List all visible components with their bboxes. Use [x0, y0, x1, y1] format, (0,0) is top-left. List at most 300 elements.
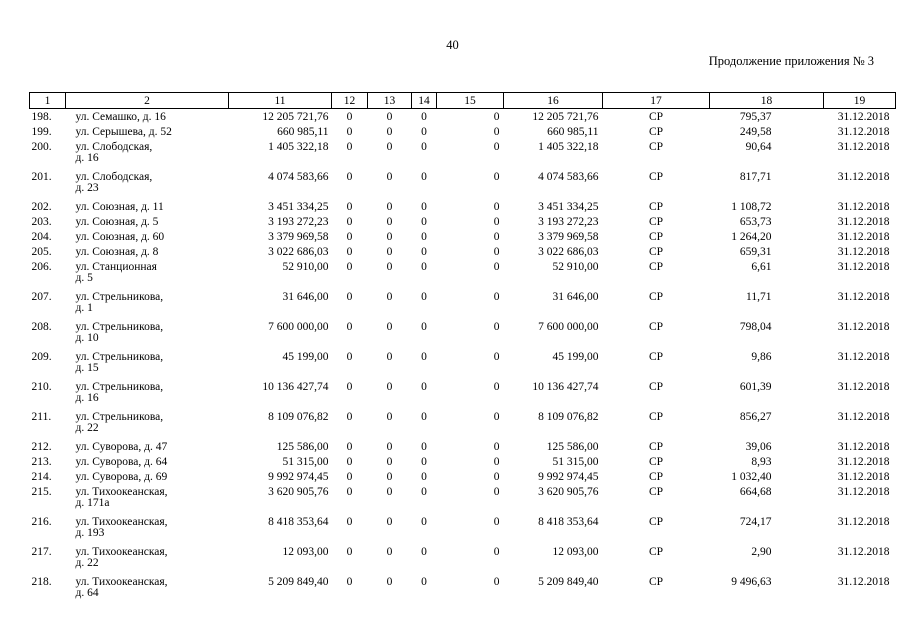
- address-line: д. 171а: [75, 496, 110, 509]
- area-cell: 6,61: [751, 260, 772, 273]
- address-cell: [66, 379, 229, 409]
- source-code-cell: СР: [648, 485, 664, 498]
- address-line: д. 64: [75, 586, 99, 599]
- address-line: ул. Союзная, д. 8: [75, 245, 159, 258]
- address-line: ул. Тихоокеанская,: [75, 485, 168, 498]
- area-cell: 1 032,40: [731, 470, 772, 483]
- date-cell: 31.12.2018: [837, 230, 890, 243]
- address-cell: [66, 514, 229, 544]
- table-row: [30, 349, 896, 379]
- amount-total-cell: 52 910,00: [282, 260, 329, 273]
- row-number-cell: 212.: [31, 440, 52, 453]
- address-cell: [66, 574, 229, 604]
- row-number-cell: 209.: [31, 350, 52, 363]
- address-line: д. 16: [75, 391, 99, 404]
- col12-cell: 0: [346, 440, 353, 453]
- col15-cell: 0: [493, 410, 500, 423]
- row-number-cell: 206.: [31, 260, 52, 273]
- table-row: [30, 484, 896, 514]
- table-row: [30, 109, 896, 124]
- date-cell: 31.12.2018: [837, 290, 890, 303]
- col14-cell: 0: [421, 350, 427, 363]
- amount-total-cell: 3 451 334,25: [268, 200, 329, 213]
- address-cell: [66, 199, 229, 214]
- col15-cell: 0: [493, 111, 500, 123]
- col14-cell: 0: [421, 470, 427, 483]
- amount-total-cell: 3 022 686,03: [268, 245, 329, 258]
- address-cell: [66, 319, 229, 349]
- address-line: ул. Стрельникова,: [75, 320, 164, 333]
- table-row: [30, 574, 896, 604]
- table-row: [30, 124, 896, 139]
- col15-cell: 0: [493, 350, 500, 363]
- date-cell: 31.12.2018: [837, 350, 890, 363]
- amount-cell: 12 205 721,76: [532, 111, 599, 123]
- area-cell: 724,17: [739, 515, 772, 528]
- area-cell: 2,90: [751, 545, 772, 558]
- source-code-cell: СР: [648, 320, 664, 333]
- column-header: 2: [66, 93, 229, 109]
- table-row: [30, 289, 896, 319]
- amount-cell: 7 600 000,00: [538, 320, 599, 333]
- amount-cell: 10 136 427,74: [532, 380, 599, 393]
- table-row: [30, 214, 896, 229]
- col12-cell: 0: [346, 575, 353, 588]
- col15-cell: 0: [493, 230, 500, 243]
- amount-total-cell: 3 193 272,23: [268, 215, 329, 228]
- col13-cell: 0: [386, 140, 393, 153]
- date-cell: 31.12.2018: [837, 140, 890, 153]
- amount-total-cell: 5 209 849,40: [268, 575, 329, 588]
- table-row: [30, 229, 896, 244]
- row-number-cell: 208.: [31, 320, 52, 333]
- source-code-cell: СР: [648, 260, 664, 273]
- address-line: ул. Тихоокеанская,: [75, 575, 168, 588]
- address-line: д. 5: [75, 271, 93, 284]
- col12-cell: 0: [346, 515, 353, 528]
- amount-total-cell: 10 136 427,74: [262, 380, 329, 393]
- source-code-cell: СР: [648, 170, 664, 183]
- address-line: д. 1: [75, 301, 93, 314]
- table-row: [30, 469, 896, 484]
- amount-cell: 52 910,00: [552, 260, 599, 273]
- amount-cell: 3 620 905,76: [538, 485, 599, 498]
- date-cell: 31.12.2018: [837, 245, 890, 258]
- row-number-cell: 201.: [31, 170, 52, 183]
- address-line: д. 23: [75, 181, 99, 194]
- row-number-cell: 205.: [31, 245, 52, 258]
- col15-cell: 0: [493, 440, 500, 453]
- address-cell: [66, 214, 229, 229]
- col15-cell: 0: [493, 455, 500, 468]
- area-cell: 659,31: [739, 245, 772, 258]
- address-line: ул. Союзная, д. 11: [75, 200, 164, 213]
- amount-cell: 9 992 974,45: [538, 470, 599, 483]
- table-row: [30, 544, 896, 574]
- date-cell: 31.12.2018: [837, 440, 890, 453]
- address-line: ул. Союзная, д. 60: [75, 230, 165, 243]
- col12-cell: 0: [346, 170, 353, 183]
- date-cell: 31.12.2018: [837, 575, 890, 588]
- row-number-cell: 207.: [31, 290, 52, 303]
- col14-cell: 0: [421, 200, 427, 213]
- date-cell: 31.12.2018: [837, 545, 890, 558]
- col14-cell: 0: [421, 170, 427, 183]
- amount-cell: 660 985,11: [547, 125, 599, 138]
- address-line: д. 15: [75, 361, 99, 374]
- area-cell: 9 496,63: [731, 575, 772, 588]
- address-line: ул. Слободская,: [75, 140, 153, 153]
- table-row: [30, 199, 896, 214]
- area-cell: 9,86: [751, 350, 772, 363]
- table-row: [30, 409, 896, 439]
- date-cell: 31.12.2018: [837, 455, 890, 468]
- source-code-cell: СР: [648, 575, 664, 588]
- amount-cell: 45 199,00: [552, 350, 599, 363]
- date-cell: 31.12.2018: [837, 260, 890, 273]
- col14-cell: 0: [421, 380, 427, 393]
- col15-cell: 0: [493, 140, 500, 153]
- date-cell: 31.12.2018: [837, 111, 890, 123]
- col14-cell: 0: [421, 410, 427, 423]
- header-row: [30, 93, 896, 109]
- address-cell: [66, 439, 229, 454]
- col14-cell: 0: [421, 320, 427, 333]
- col12-cell: 0: [346, 140, 353, 153]
- row-number-cell: 204.: [31, 230, 52, 243]
- table-row: [30, 379, 896, 409]
- amount-total-cell: 45 199,00: [282, 350, 329, 363]
- date-cell: 31.12.2018: [837, 320, 890, 333]
- source-code-cell: СР: [648, 515, 664, 528]
- col13-cell: 0: [386, 440, 393, 453]
- row-number-cell: 198.: [31, 111, 52, 123]
- address-line: д. 22: [75, 421, 99, 434]
- col13-cell: 0: [386, 515, 393, 528]
- source-code-cell: СР: [648, 245, 664, 258]
- area-cell: 1 108,72: [731, 200, 772, 213]
- address-cell: [66, 484, 229, 514]
- address-cell: [66, 244, 229, 259]
- col13-cell: 0: [386, 111, 393, 123]
- col13-cell: 0: [386, 260, 393, 273]
- row-number-cell: 203.: [31, 215, 52, 228]
- column-header: 13: [368, 93, 412, 109]
- col14-cell: 0: [421, 485, 427, 498]
- amount-cell: 125 586,00: [546, 440, 599, 453]
- col12-cell: 0: [346, 245, 353, 258]
- area-cell: 795,37: [739, 111, 772, 123]
- column-header: 16: [504, 93, 603, 109]
- col12-cell: 0: [346, 260, 353, 273]
- column-header: 18: [710, 93, 824, 109]
- table-row: [30, 139, 896, 169]
- col13-cell: 0: [386, 170, 393, 183]
- col12-cell: 0: [346, 455, 353, 468]
- address-line: ул. Станционная: [75, 260, 157, 273]
- amount-total-cell: 660 985,11: [277, 125, 329, 138]
- area-cell: 1 264,20: [731, 230, 772, 243]
- col13-cell: 0: [386, 125, 393, 138]
- address-cell: [66, 229, 229, 244]
- amount-cell: 1 405 322,18: [538, 140, 599, 153]
- col15-cell: 0: [493, 545, 500, 558]
- date-cell: 31.12.2018: [837, 410, 890, 423]
- date-cell: 31.12.2018: [837, 170, 890, 183]
- col12-cell: 0: [346, 320, 353, 333]
- col12-cell: 0: [346, 350, 353, 363]
- col14-cell: 0: [421, 290, 427, 303]
- amount-total-cell: 9 992 974,45: [268, 470, 329, 483]
- area-cell: 249,58: [739, 125, 772, 138]
- source-code-cell: СР: [648, 290, 664, 303]
- table-row: [30, 259, 896, 289]
- address-line: ул. Суворова, д. 69: [75, 470, 168, 483]
- col15-cell: 0: [493, 290, 500, 303]
- column-header: 11: [229, 93, 332, 109]
- col14-cell: 0: [421, 140, 427, 153]
- table-row: [30, 169, 896, 199]
- col15-cell: 0: [493, 215, 500, 228]
- source-code-cell: СР: [648, 350, 664, 363]
- amount-total-cell: 12 205 721,76: [262, 111, 329, 123]
- amount-cell: 31 646,00: [552, 290, 599, 303]
- amount-cell: 8 418 353,64: [538, 515, 599, 528]
- col12-cell: 0: [346, 125, 353, 138]
- table-body: [30, 109, 896, 604]
- address-line: ул. Серышева, д. 52: [75, 125, 172, 138]
- address-line: ул. Стрельникова,: [75, 350, 164, 363]
- col13-cell: 0: [386, 350, 393, 363]
- address-line: ул. Слободская,: [75, 170, 153, 183]
- address-cell: [66, 544, 229, 574]
- col15-cell: 0: [493, 320, 500, 333]
- amount-total-cell: 3 379 969,58: [268, 230, 329, 243]
- address-line: д. 16: [75, 151, 99, 164]
- col12-cell: 0: [346, 410, 353, 423]
- table-row: [30, 244, 896, 259]
- amount-cell: 3 022 686,03: [538, 245, 599, 258]
- col14-cell: 0: [421, 455, 427, 468]
- col12-cell: 0: [346, 485, 353, 498]
- page-number: 40: [446, 38, 459, 52]
- source-code-cell: СР: [648, 440, 664, 453]
- row-number-cell: 211.: [31, 410, 52, 423]
- table-row: [30, 514, 896, 544]
- col15-cell: 0: [493, 485, 500, 498]
- data-table: [29, 92, 896, 604]
- date-cell: 31.12.2018: [837, 125, 890, 138]
- col14-cell: 0: [421, 125, 427, 138]
- col13-cell: 0: [386, 470, 393, 483]
- amount-total-cell: 8 418 353,64: [268, 515, 329, 528]
- col15-cell: 0: [493, 515, 500, 528]
- row-number-cell: 216.: [31, 515, 52, 528]
- address-cell: [66, 109, 229, 124]
- area-cell: 39,06: [745, 440, 772, 453]
- amount-cell: 3 451 334,25: [538, 200, 599, 213]
- col15-cell: 0: [493, 380, 500, 393]
- column-header: 12: [332, 93, 368, 109]
- source-code-cell: СР: [648, 455, 664, 468]
- amount-cell: 12 093,00: [552, 545, 599, 558]
- amount-total-cell: 4 074 583,66: [268, 170, 329, 183]
- address-cell: [66, 124, 229, 139]
- date-cell: 31.12.2018: [837, 470, 890, 483]
- amount-total-cell: 3 620 905,76: [268, 485, 329, 498]
- col15-cell: 0: [493, 245, 500, 258]
- col15-cell: 0: [493, 260, 500, 273]
- address-line: д. 193: [75, 526, 105, 539]
- col13-cell: 0: [386, 245, 393, 258]
- col15-cell: 0: [493, 170, 500, 183]
- col13-cell: 0: [386, 485, 393, 498]
- col12-cell: 0: [346, 545, 353, 558]
- amount-total-cell: 125 586,00: [276, 440, 329, 453]
- column-header: 14: [412, 93, 437, 109]
- col14-cell: 0: [421, 545, 427, 558]
- col14-cell: 0: [421, 260, 427, 273]
- col13-cell: 0: [386, 380, 393, 393]
- continuation-heading: Продолжение приложения № 3: [708, 54, 874, 68]
- area-cell: 856,27: [739, 410, 772, 423]
- address-line: ул. Стрельникова,: [75, 380, 164, 393]
- date-cell: 31.12.2018: [837, 485, 890, 498]
- date-cell: 31.12.2018: [837, 200, 890, 213]
- source-code-cell: СР: [648, 230, 664, 243]
- column-header: 19: [824, 93, 896, 109]
- row-number-cell: 210.: [31, 380, 52, 393]
- address-cell: [66, 169, 229, 199]
- col13-cell: 0: [386, 290, 393, 303]
- col13-cell: 0: [386, 215, 393, 228]
- col12-cell: 0: [346, 215, 353, 228]
- address-cell: [66, 259, 229, 289]
- col14-cell: 0: [421, 575, 427, 588]
- area-cell: 8,93: [751, 455, 772, 468]
- col14-cell: 0: [421, 230, 427, 243]
- col12-cell: 0: [346, 111, 353, 123]
- row-number-cell: 200.: [31, 140, 52, 153]
- col13-cell: 0: [386, 575, 393, 588]
- source-code-cell: СР: [648, 215, 664, 228]
- col14-cell: 0: [421, 440, 427, 453]
- address-cell: [66, 454, 229, 469]
- row-number-cell: 218.: [31, 575, 52, 588]
- area-cell: 11,71: [746, 290, 772, 303]
- col12-cell: 0: [346, 290, 353, 303]
- source-code-cell: СР: [648, 125, 664, 138]
- col14-cell: 0: [421, 245, 427, 258]
- col15-cell: 0: [493, 470, 500, 483]
- row-number-cell: 213.: [31, 455, 52, 468]
- amount-total-cell: 31 646,00: [282, 290, 329, 303]
- row-number-cell: 217.: [31, 545, 52, 558]
- date-cell: 31.12.2018: [837, 380, 890, 393]
- col12-cell: 0: [346, 380, 353, 393]
- source-code-cell: СР: [648, 380, 664, 393]
- amount-cell: 3 379 969,58: [538, 230, 599, 243]
- area-cell: 90,64: [745, 140, 772, 153]
- col13-cell: 0: [386, 455, 393, 468]
- source-code-cell: СР: [648, 410, 664, 423]
- col13-cell: 0: [386, 230, 393, 243]
- area-cell: 664,68: [739, 485, 772, 498]
- col15-cell: 0: [493, 200, 500, 213]
- col12-cell: 0: [346, 200, 353, 213]
- row-number-cell: 202.: [31, 200, 52, 213]
- col12-cell: 0: [346, 470, 353, 483]
- table-row: [30, 439, 896, 454]
- source-code-cell: СР: [648, 111, 664, 123]
- col12-cell: 0: [346, 230, 353, 243]
- row-number-cell: 199.: [31, 125, 52, 138]
- address-line: ул. Союзная, д. 5: [75, 215, 159, 228]
- amount-cell: 8 109 076,82: [538, 410, 599, 423]
- amount-cell: 5 209 849,40: [538, 575, 599, 588]
- address-cell: [66, 139, 229, 169]
- column-header: 1: [30, 93, 66, 109]
- address-cell: [66, 409, 229, 439]
- source-code-cell: СР: [648, 140, 664, 153]
- address-line: ул. Тихоокеанская,: [75, 545, 168, 558]
- table-row: [30, 319, 896, 349]
- source-code-cell: СР: [648, 470, 664, 483]
- amount-total-cell: 12 093,00: [282, 545, 329, 558]
- area-cell: 798,04: [739, 320, 772, 333]
- amount-cell: 4 074 583,66: [538, 170, 599, 183]
- address-line: д. 10: [75, 331, 99, 344]
- col14-cell: 0: [421, 515, 427, 528]
- table-row: [30, 454, 896, 469]
- column-header: 17: [603, 93, 710, 109]
- source-code-cell: СР: [648, 200, 664, 213]
- amount-total-cell: 1 405 322,18: [268, 140, 329, 153]
- col14-cell: 0: [421, 111, 427, 123]
- source-code-cell: СР: [648, 545, 664, 558]
- address-line: ул. Суворова, д. 47: [75, 440, 168, 453]
- address-cell: [66, 349, 229, 379]
- date-cell: 31.12.2018: [837, 215, 890, 228]
- address-line: ул. Стрельникова,: [75, 290, 164, 303]
- amount-total-cell: 7 600 000,00: [268, 320, 329, 333]
- col15-cell: 0: [493, 575, 500, 588]
- col15-cell: 0: [493, 125, 500, 138]
- address-line: ул. Тихоокеанская,: [75, 515, 168, 528]
- area-cell: 817,71: [739, 170, 772, 183]
- col13-cell: 0: [386, 200, 393, 213]
- address-line: ул. Стрельникова,: [75, 410, 164, 423]
- col14-cell: 0: [421, 215, 427, 228]
- col13-cell: 0: [386, 410, 393, 423]
- address-cell: [66, 469, 229, 484]
- address-line: ул. Семашко, д. 16: [75, 111, 166, 123]
- address-line: д. 22: [75, 556, 99, 569]
- address-line: ул. Суворова, д. 64: [75, 455, 168, 468]
- amount-total-cell: 51 315,00: [282, 455, 329, 468]
- date-cell: 31.12.2018: [837, 515, 890, 528]
- amount-cell: 51 315,00: [552, 455, 599, 468]
- col13-cell: 0: [386, 545, 393, 558]
- column-header: 15: [437, 93, 504, 109]
- row-number-cell: 214.: [31, 470, 52, 483]
- area-cell: 653,73: [739, 215, 772, 228]
- col13-cell: 0: [386, 320, 393, 333]
- area-cell: 601,39: [739, 380, 772, 393]
- amount-cell: 3 193 272,23: [538, 215, 599, 228]
- address-cell: [66, 289, 229, 319]
- row-number-cell: 215.: [31, 485, 52, 498]
